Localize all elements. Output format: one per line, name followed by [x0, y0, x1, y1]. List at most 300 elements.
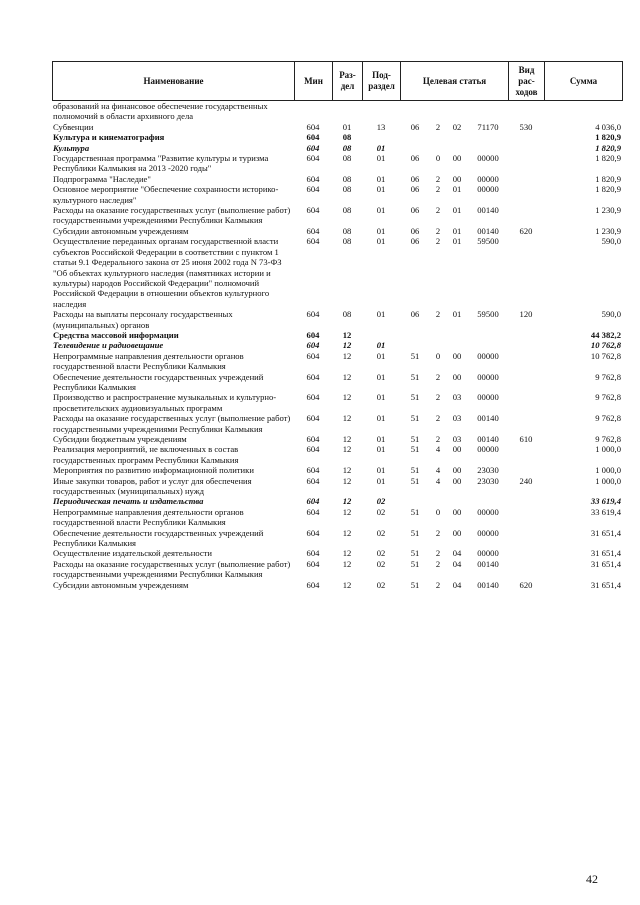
cell-target-3: 01 — [452, 309, 462, 320]
cell-podrazdel: 01 — [376, 392, 386, 403]
table-header — [52, 61, 623, 101]
cell-name: Осуществление издательской деятельности — [53, 548, 213, 559]
table-row — [52, 330, 622, 340]
cell-target-2: 2 — [435, 558, 441, 569]
cell-podrazdel: 01 — [376, 413, 386, 424]
cell-name: Основное мероприятие "Обеспечение сохранности историко-культурного наследия" — [53, 184, 279, 205]
cell-podrazdel: 02 — [376, 496, 386, 507]
cell-target-4: 00000 — [477, 184, 499, 195]
cell-min: 604 — [306, 236, 320, 247]
cell-target-3: 00 — [452, 465, 462, 476]
cell-target-1: 51 — [410, 506, 420, 517]
cell-target-1: 06 — [410, 184, 420, 195]
cell-razdel: 12 — [342, 371, 352, 382]
cell-vid — [508, 351, 544, 372]
cell-podrazdel — [362, 132, 400, 142]
cell-target-2 — [430, 143, 446, 153]
cell-vid — [508, 236, 544, 309]
table-row — [52, 184, 622, 205]
table-row — [52, 153, 622, 174]
cell-target-2: 2 — [435, 527, 441, 538]
cell-target-4: 23030 — [477, 475, 499, 486]
cell-target-1 — [400, 143, 430, 153]
cell-name: Расходы на оказание государственных услуг (выполнение работ) государственными учреждениями Республики Калмыкия — [53, 558, 291, 580]
cell-target-2: 0 — [435, 350, 441, 361]
cell-target-2: 2 — [435, 184, 441, 195]
cell-summa: 1 000,0 — [595, 444, 621, 455]
cell-target-4: 00140 — [477, 558, 499, 569]
cell-target-3 — [446, 330, 468, 340]
cell-target-4: 59500 — [477, 309, 499, 320]
cell-target-2: 2 — [435, 413, 441, 424]
cell-target-2: 0 — [435, 153, 441, 164]
cell-target-3: 03 — [452, 413, 462, 424]
cell-name: Телевидение и радиовещание — [53, 340, 164, 351]
cell-vid — [508, 340, 544, 350]
cell-vid — [508, 413, 544, 434]
header-podrazdel: Под- раздел — [363, 62, 401, 101]
cell-min: 604 — [306, 329, 320, 340]
cell-podrazdel: 01 — [376, 434, 386, 444]
table-row — [52, 174, 622, 184]
cell-target-3 — [446, 101, 468, 122]
cell-target-2: 2 — [435, 225, 441, 236]
cell-podrazdel: 01 — [376, 205, 386, 216]
cell-razdel: 12 — [342, 548, 352, 559]
cell-min: 604 — [306, 225, 320, 236]
cell-min: 604 — [306, 579, 320, 590]
cell-target-3: 03 — [452, 392, 462, 403]
cell-razdel: 12 — [342, 350, 352, 361]
cell-vid — [508, 559, 544, 580]
cell-min: 604 — [306, 558, 320, 569]
cell-target-1: 51 — [410, 350, 420, 361]
cell-name: Периодическая печать и издательства — [53, 496, 204, 507]
cell-podrazdel: 02 — [376, 548, 386, 559]
cell-target-1: 06 — [410, 121, 420, 132]
cell-vid — [508, 548, 544, 558]
cell-summa: 1 230,9 — [595, 205, 621, 216]
cell-target-3: 04 — [452, 558, 462, 569]
cell-vid: 620 — [519, 225, 533, 236]
cell-name: Непрограммные направления деятельности органов государственной власти Республики Калмыкия — [53, 506, 244, 528]
cell-min: 604 — [306, 205, 320, 216]
header-name: Наименование — [53, 62, 295, 101]
cell-target-1: 51 — [410, 465, 420, 476]
cell-target-2 — [430, 496, 446, 506]
cell-name: Расходы на оказание государственных услуг (выполнение работ) государственными учреждениями Республики Калмыкия — [53, 205, 291, 226]
cell-summa: 1 820,9 — [595, 173, 621, 184]
cell-summa: 31 651,4 — [590, 579, 621, 590]
cell-summa: 33 619,4 — [590, 506, 621, 517]
cell-razdel: 12 — [342, 392, 352, 403]
cell-name: Субсидии автономным учреждениям — [53, 225, 189, 236]
cell-target-1: 51 — [410, 475, 420, 486]
cell-target-4: 23030 — [477, 465, 499, 476]
cell-razdel: 12 — [342, 527, 352, 538]
table-row — [52, 496, 622, 506]
cell-target-2: 2 — [435, 548, 441, 559]
cell-target-1: 06 — [410, 205, 420, 216]
cell-target-3 — [446, 340, 468, 350]
cell-target-1: 51 — [410, 371, 420, 382]
cell-razdel: 08 — [342, 184, 352, 195]
cell-podrazdel: 02 — [376, 579, 386, 590]
table-row — [52, 465, 622, 475]
cell-name: Иные закупки товаров, работ и услуг для обеспечения государственных (муниципальных) нужд — [53, 475, 252, 497]
cell-min: 604 — [306, 153, 320, 164]
cell-summa: 10 762,8 — [590, 340, 621, 351]
cell-vid — [508, 205, 544, 226]
cell-razdel: 08 — [342, 132, 352, 143]
cell-razdel: 12 — [342, 496, 352, 507]
cell-target-2: 2 — [435, 173, 441, 184]
cell-razdel: 12 — [342, 340, 352, 351]
table-row — [52, 340, 622, 350]
cell-razdel — [332, 101, 362, 122]
cell-vid — [508, 465, 544, 475]
cell-vid — [508, 496, 544, 506]
cell-target-1: 51 — [410, 434, 420, 444]
cell-summa: 4 036,0 — [595, 121, 621, 132]
cell-vid — [508, 143, 544, 153]
table-row — [52, 413, 622, 434]
cell-min: 604 — [306, 173, 320, 184]
cell-target-2: 2 — [435, 434, 441, 444]
cell-target-4: 00000 — [477, 153, 499, 164]
cell-summa: 9 762,8 — [595, 392, 621, 403]
cell-razdel: 08 — [342, 173, 352, 184]
cell-podrazdel: 01 — [376, 309, 386, 320]
cell-target-4: 00000 — [477, 371, 499, 382]
cell-summa: 31 651,4 — [590, 548, 621, 559]
cell-target-4: 00140 — [477, 225, 499, 236]
cell-summa — [544, 101, 622, 122]
cell-target-2: 4 — [435, 475, 441, 486]
cell-summa: 44 382,2 — [590, 329, 621, 340]
cell-target-1: 51 — [410, 527, 420, 538]
cell-target-3: 03 — [452, 434, 462, 444]
cell-target-3: 01 — [452, 205, 462, 216]
cell-target-2: 2 — [435, 205, 441, 216]
cell-razdel: 01 — [342, 121, 352, 132]
cell-name: Осуществление переданных органам государственной власти субъектов Российской Федерации в соответствии с пунктом 1 статьи 9.1 Федерального закона от 25 июня 2002 года N 73-ФЗ "Об объектах культурного наследия (памятниках истории и культуры) народов Российской Федерации" полномочий Российской Федерации в отношении объектов культурного наследия — [53, 236, 282, 309]
cell-min: 604 — [306, 132, 320, 143]
table-row — [52, 392, 622, 413]
cell-summa: 9 762,8 — [595, 413, 621, 424]
cell-target-4 — [468, 496, 508, 506]
cell-razdel: 12 — [342, 579, 352, 590]
cell-target-1 — [400, 496, 430, 506]
cell-podrazdel: 01 — [376, 475, 386, 486]
cell-min: 604 — [306, 350, 320, 361]
cell-vid — [508, 174, 544, 184]
cell-target-1: 51 — [410, 579, 420, 590]
table-row — [52, 122, 622, 132]
cell-target-2: 4 — [435, 444, 441, 455]
cell-min: 604 — [306, 475, 320, 486]
cell-summa: 33 619,4 — [590, 496, 621, 507]
cell-summa: 9 762,8 — [595, 371, 621, 382]
cell-vid — [508, 330, 544, 340]
cell-min: 604 — [306, 434, 320, 444]
budget-table-page — [52, 61, 622, 590]
table-row — [52, 507, 622, 528]
cell-target-2: 2 — [435, 579, 441, 590]
cell-name: Непрограммные направления деятельности органов государственной власти Республики Калмыкия — [53, 350, 244, 372]
header-vid: Вид рас- ходов — [509, 62, 545, 101]
cell-summa: 590,0 — [601, 236, 621, 247]
cell-name: Расходы на оказание государственных услуг (выполнение работ) государственными учреждениями Республики Калмыкия — [53, 413, 291, 434]
cell-razdel: 08 — [342, 225, 352, 236]
cell-razdel: 08 — [342, 205, 352, 216]
header-razdel: Раз- дел — [333, 62, 363, 101]
table-row — [52, 101, 622, 122]
cell-vid — [508, 392, 544, 413]
cell-summa: 1 000,0 — [595, 475, 621, 486]
cell-vid — [508, 507, 544, 528]
cell-podrazdel: 01 — [376, 371, 386, 382]
cell-summa: 9 762,8 — [595, 434, 621, 444]
cell-target-4 — [468, 101, 508, 122]
cell-vid — [508, 153, 544, 174]
cell-target-3 — [446, 496, 468, 506]
cell-target-2: 2 — [435, 309, 441, 320]
cell-vid — [508, 528, 544, 549]
cell-razdel: 12 — [342, 475, 352, 486]
cell-target-4: 00140 — [477, 434, 499, 444]
cell-target-4 — [468, 340, 508, 350]
cell-target-1 — [400, 340, 430, 350]
cell-name: образований на финансовое обеспечение государственных полномочий в области архивного дела — [53, 101, 268, 122]
cell-razdel: 08 — [342, 236, 352, 247]
cell-name: Культура — [53, 142, 90, 153]
cell-podrazdel: 02 — [376, 527, 386, 538]
table-row — [52, 372, 622, 393]
cell-target-4: 71170 — [477, 121, 499, 132]
cell-target-2 — [430, 340, 446, 350]
cell-target-3: 01 — [452, 225, 462, 236]
cell-target-2: 2 — [435, 392, 441, 403]
cell-target-4: 00000 — [477, 444, 499, 455]
cell-razdel: 12 — [342, 506, 352, 517]
cell-target-1: 06 — [410, 225, 420, 236]
cell-name: Производство и распространение музыкальных и культурно-просветительских аудиовизуальных программ — [53, 392, 277, 413]
cell-min: 604 — [306, 184, 320, 195]
cell-podrazdel: 01 — [376, 142, 386, 153]
cell-min: 604 — [306, 465, 320, 476]
cell-min: 604 — [306, 121, 320, 132]
header-target: Целевая статья — [401, 62, 509, 101]
cell-razdel: 12 — [342, 444, 352, 455]
cell-target-1 — [400, 330, 430, 340]
table-row — [52, 351, 622, 372]
cell-target-3 — [446, 132, 468, 142]
cell-name: Средства массовой информации — [53, 329, 179, 340]
cell-summa: 590,0 — [601, 309, 621, 320]
cell-target-3: 00 — [452, 527, 462, 538]
cell-target-3: 01 — [452, 184, 462, 195]
cell-target-3: 04 — [452, 548, 462, 559]
cell-podrazdel: 01 — [376, 465, 386, 476]
cell-target-2: 4 — [435, 465, 441, 476]
cell-target-4: 00000 — [477, 548, 499, 559]
cell-target-3: 00 — [452, 350, 462, 361]
table-row — [52, 309, 622, 330]
cell-name: Государственная программа "Развитие культуры и туризма Республики Калмыкия на 2013 -2020 годы" — [53, 153, 269, 174]
page-number: 42 — [586, 872, 598, 886]
cell-target-1: 51 — [410, 558, 420, 569]
cell-podrazdel: 13 — [376, 121, 386, 132]
cell-min: 604 — [306, 413, 320, 424]
cell-target-3: 00 — [452, 371, 462, 382]
cell-target-3: 02 — [452, 121, 462, 132]
cell-target-4: 00140 — [477, 579, 499, 590]
cell-vid — [508, 372, 544, 393]
cell-vid — [508, 132, 544, 142]
table-row — [52, 548, 622, 558]
cell-target-3: 00 — [452, 475, 462, 486]
cell-target-2: 2 — [435, 371, 441, 382]
cell-vid: 530 — [519, 121, 533, 132]
cell-podrazdel: 01 — [376, 153, 386, 164]
header-summa: Сумма — [545, 62, 623, 101]
cell-summa: 1 820,9 — [595, 132, 621, 143]
cell-target-1: 51 — [410, 392, 420, 403]
cell-target-3: 00 — [452, 153, 462, 164]
cell-podrazdel — [362, 330, 400, 340]
cell-summa: 10 762,8 — [590, 350, 621, 361]
table-row — [52, 559, 622, 580]
cell-target-1 — [400, 101, 430, 122]
cell-min: 604 — [306, 496, 320, 507]
cell-target-1: 06 — [410, 309, 420, 320]
cell-name: Обеспечение деятельности государственных учреждений Республики Калмыкия — [53, 371, 264, 392]
cell-target-4 — [468, 330, 508, 340]
cell-razdel: 08 — [342, 142, 352, 153]
cell-name: Субсидии автономным учреждениям — [53, 579, 189, 590]
cell-razdel: 12 — [342, 465, 352, 476]
cell-target-4: 00000 — [477, 173, 499, 184]
table-row — [52, 132, 622, 142]
table-row — [52, 143, 622, 153]
cell-razdel: 12 — [342, 413, 352, 424]
cell-target-1: 51 — [410, 444, 420, 455]
cell-podrazdel: 01 — [376, 340, 386, 351]
cell-summa: 1 000,0 — [595, 465, 621, 476]
cell-summa: 1 230,9 — [595, 225, 621, 236]
cell-target-4: 00000 — [477, 506, 499, 517]
cell-min: 604 — [306, 340, 320, 351]
cell-vid — [508, 184, 544, 205]
cell-target-3: 04 — [452, 579, 462, 590]
cell-target-4: 00140 — [477, 413, 499, 424]
table-row — [52, 236, 622, 309]
cell-name: Мероприятия по развитию информационной политики — [53, 465, 254, 476]
cell-target-4: 00000 — [477, 527, 499, 538]
cell-target-2 — [430, 330, 446, 340]
cell-target-2 — [430, 132, 446, 142]
cell-target-4: 59500 — [477, 236, 499, 247]
cell-podrazdel: 01 — [376, 184, 386, 195]
cell-target-2: 2 — [435, 236, 441, 247]
cell-target-3: 01 — [452, 236, 462, 247]
cell-razdel: 12 — [342, 434, 352, 444]
cell-podrazdel: 02 — [376, 506, 386, 517]
table-row — [52, 528, 622, 549]
cell-target-1: 06 — [410, 236, 420, 247]
cell-name: Культура и кинематография — [53, 132, 165, 143]
cell-target-1: 51 — [410, 413, 420, 424]
cell-min — [294, 101, 332, 122]
cell-vid: 610 — [519, 434, 533, 444]
cell-min: 604 — [306, 527, 320, 538]
cell-summa: 1 820,9 — [595, 153, 621, 164]
cell-podrazdel: 01 — [376, 444, 386, 455]
cell-podrazdel: 01 — [376, 236, 386, 247]
cell-target-1: 06 — [410, 173, 420, 184]
cell-vid: 120 — [519, 309, 533, 320]
cell-target-3 — [446, 143, 468, 153]
cell-name: Субсидии бюджетным учреждениям — [53, 434, 187, 444]
table-row — [52, 205, 622, 226]
cell-target-3: 00 — [452, 506, 462, 517]
cell-target-1: 51 — [410, 548, 420, 559]
cell-name: Субвенции — [53, 121, 94, 132]
cell-razdel: 08 — [342, 153, 352, 164]
cell-target-1 — [400, 132, 430, 142]
cell-razdel: 12 — [342, 558, 352, 569]
cell-target-4 — [468, 132, 508, 142]
cell-podrazdel: 01 — [376, 225, 386, 236]
cell-summa: 1 820,9 — [595, 142, 621, 153]
table-row — [52, 444, 622, 465]
cell-vid: 620 — [519, 579, 533, 590]
cell-min: 604 — [306, 506, 320, 517]
cell-min: 604 — [306, 142, 320, 153]
cell-target-1: 06 — [410, 153, 420, 164]
cell-podrazdel: 02 — [376, 558, 386, 569]
cell-target-2: 2 — [435, 121, 441, 132]
cell-target-4 — [468, 143, 508, 153]
cell-summa: 31 651,4 — [590, 558, 621, 569]
cell-name: Расходы на выплаты персоналу государственных (муниципальных) органов — [53, 309, 233, 330]
cell-target-3: 00 — [452, 173, 462, 184]
table-row — [52, 434, 622, 444]
cell-name: Обеспечение деятельности государственных учреждений Республики Калмыкия — [53, 527, 264, 549]
cell-podrazdel — [362, 101, 400, 122]
cell-summa: 1 820,9 — [595, 184, 621, 195]
cell-podrazdel: 01 — [376, 350, 386, 361]
cell-target-4: 00000 — [477, 392, 499, 403]
cell-target-3: 00 — [452, 444, 462, 455]
table-row — [52, 580, 622, 590]
cell-target-4: 00140 — [477, 205, 499, 216]
cell-target-2: 0 — [435, 506, 441, 517]
table-row — [52, 226, 622, 236]
cell-summa: 31 651,4 — [590, 527, 621, 538]
cell-min: 604 — [306, 548, 320, 559]
cell-podrazdel: 01 — [376, 173, 386, 184]
cell-name: Подпрограмма "Наследие" — [53, 173, 151, 184]
cell-min: 604 — [306, 371, 320, 382]
table-row — [52, 476, 622, 497]
cell-target-2 — [430, 101, 446, 122]
cell-target-4: 00000 — [477, 350, 499, 361]
cell-min: 604 — [306, 392, 320, 403]
cell-min: 604 — [306, 444, 320, 455]
cell-razdel: 12 — [342, 329, 352, 340]
